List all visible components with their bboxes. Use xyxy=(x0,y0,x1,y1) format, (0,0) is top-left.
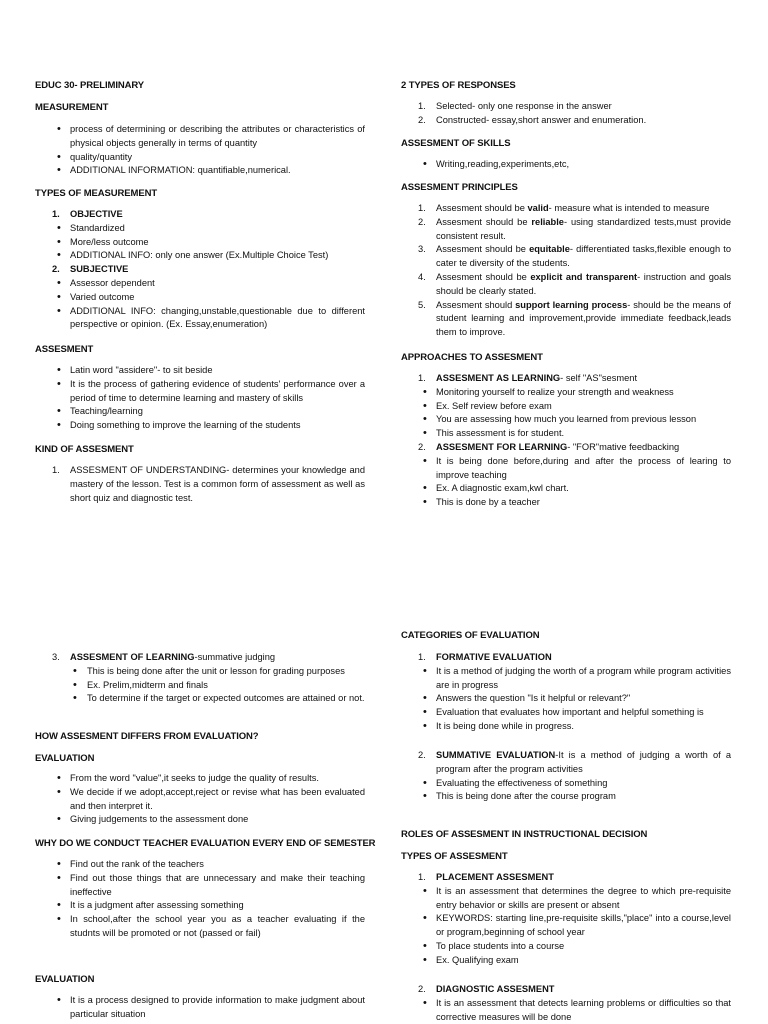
list-item: • quality/quantity xyxy=(35,151,365,165)
list-item-formative xyxy=(401,651,731,665)
list-number: 3. xyxy=(418,244,426,255)
formative-label: FORMATIVE EVALUATION xyxy=(436,652,552,662)
principle-keyword: explicit and transparent xyxy=(530,271,638,282)
principle-pre: Assesment should be xyxy=(436,216,532,227)
list-item: • Standardized xyxy=(35,222,365,236)
heading-types-of-assesment: TYPES OF ASSESMENT xyxy=(401,851,508,862)
for-learning-post: - "FOR"mative feedbacking xyxy=(567,441,680,452)
list-item-placement xyxy=(401,871,731,885)
list-item xyxy=(401,100,731,114)
heading-evaluation-2: EVALUATION xyxy=(35,974,95,985)
list-item: • Find out the rank of the teachers xyxy=(35,858,365,872)
list-item: • It is an assessment that determines the degree to which pre-requisite entry behavior or skills are present or absent xyxy=(401,885,731,913)
list-item-objective xyxy=(35,208,365,222)
list-item: • It is being done while in progress. xyxy=(401,720,731,734)
list-item xyxy=(401,243,731,271)
principle-post: - differentiated tasks,flexible enough to cater te diversity of the students. xyxy=(436,244,731,269)
list-item xyxy=(35,464,365,505)
principle-pre: Assesment should xyxy=(436,299,516,310)
list-item: • It is an assessment that detects learning problems or difficulties so that corrective measures will be done xyxy=(401,997,731,1024)
list-item-as-learning xyxy=(401,372,731,386)
list-item: • Ex. Self review before exam xyxy=(401,400,731,414)
of-learning-label: ASSESMENT OF LEARNING xyxy=(70,652,195,662)
list-number: 2. xyxy=(418,114,426,125)
list-number: 1. xyxy=(52,465,60,475)
list-item-for-learning xyxy=(401,441,731,455)
principle-pre: Assesment should be xyxy=(436,244,530,255)
list-item: • Ex. A diagnostic exam,kwl chart. xyxy=(401,482,731,496)
evaluation2-list xyxy=(35,994,365,1022)
heading-categories: CATEGORIES OF EVALUATION xyxy=(401,630,540,641)
list-number: 1. xyxy=(418,101,426,111)
heading-why-teacher-evaluation: WHY DO WE CONDUCT TEACHER EVALUATION EVERY END OF SEMESTER xyxy=(35,838,376,849)
of-learning-post: -summative judging xyxy=(194,652,276,662)
list-item: • It is a method of judging the worth of a program while program activities are in progress xyxy=(401,665,731,693)
list-item xyxy=(401,271,731,299)
heading-types-of-responses: 2 TYPES OF RESPONSES xyxy=(401,80,516,91)
heading-roles: ROLES OF ASSESMENT IN INSTRUCTIONAL DECISION xyxy=(401,829,648,840)
response-text: Constructed- essay,short answer and enumeration. xyxy=(436,114,647,125)
list-item: • Ex. Qualifying exam xyxy=(401,954,731,968)
list-item: • We decide if we adopt,accept,reject or revise what has been evaluated and then interpret it. xyxy=(35,786,365,814)
for-learning-label: ASSESMENT FOR LEARNING xyxy=(436,441,568,452)
list-item: • It is being done before,during and after the process of learing to improve teaching xyxy=(401,455,731,483)
list-item-subjective xyxy=(35,263,365,277)
list-item: • To determine if the target or expected outcomes are attained or not. xyxy=(35,692,365,706)
heading-types-of-measurement: TYPES OF MEASUREMENT xyxy=(35,188,158,199)
principle-post: - using standardized tests,must provide consistent result. xyxy=(436,216,731,241)
skills-list xyxy=(401,158,731,172)
principle-keyword: valid xyxy=(527,203,549,213)
list-item: • It is a process designed to provide information to make judgment about particular situation xyxy=(35,994,365,1022)
list-number: 2. xyxy=(418,216,426,227)
kind-list xyxy=(35,464,365,505)
list-number: 3. xyxy=(52,652,60,662)
list-item: • From the word "value",it seeks to judge the quality of results. xyxy=(35,772,365,786)
formative-list xyxy=(401,651,731,734)
list-item: • More/less outcome xyxy=(35,236,365,250)
list-item xyxy=(401,299,731,340)
list-item: • Latin word "assidere"- to sit beside xyxy=(35,364,365,378)
list-item: • This is being done after the course program xyxy=(401,790,731,804)
principle-keyword: equitable xyxy=(529,244,570,255)
list-item-summative xyxy=(401,749,731,777)
list-item: • It is a judgment after assessing something xyxy=(35,899,365,913)
list-item: • Ex. Prelim,midterm and finals xyxy=(35,679,365,693)
list-item: • This is being done after the unit or lesson for grading purposes xyxy=(35,665,365,679)
why-list xyxy=(35,858,365,941)
principle-post: - instruction and goals should be clearly stated. xyxy=(436,271,731,296)
summative-post: -It is a method of judging a worth of a program after the program activities xyxy=(436,750,732,774)
evaluation-list xyxy=(35,772,365,827)
list-item: • Assessor dependent xyxy=(35,277,365,291)
list-item: • Find out those things that are unnecessary and make their teaching ineffective xyxy=(35,872,365,900)
list-item: • To place students into a course xyxy=(401,940,731,954)
list-item: • Evaluating the effectiveness of something xyxy=(401,777,731,791)
principle-keyword: support learning process xyxy=(515,299,628,310)
list-number: 1. xyxy=(52,209,60,219)
response-text: Selected- only one response in the answer xyxy=(436,101,612,111)
principle-post: - measure what is intended to measure xyxy=(548,203,710,213)
list-number: 2. xyxy=(418,984,426,994)
responses-list xyxy=(401,100,731,128)
placement-list xyxy=(401,871,731,968)
list-item xyxy=(401,114,731,128)
principle-keyword: reliable xyxy=(531,216,564,227)
list-item: • It is the process of gathering evidence of students' performance over a period of time to determine learning and mastery of skills xyxy=(35,378,365,406)
list-item: • Answers the question "Is it helpful or relevant?" xyxy=(401,692,731,706)
heading-evaluation: EVALUATION xyxy=(35,753,95,764)
diagnostic-list xyxy=(401,983,731,1024)
list-number: 1. xyxy=(418,203,426,213)
heading-differs: HOW ASSESMENT DIFFERS FROM EVALUATION? xyxy=(35,731,259,742)
list-item: • This is done by a teacher xyxy=(401,496,731,510)
list-item xyxy=(401,202,731,216)
list-item: • ADDITIONAL INFO: only one answer (Ex.Multiple Choice Test) xyxy=(35,249,365,263)
summative-label: SUMMATIVE EVALUATION xyxy=(436,750,556,760)
kind-text: ASSESMENT OF UNDERSTANDING- determines your knowledge and mastery of the lesson. Test is a common form of assessment as well as short quiz and diagnostic test. xyxy=(70,465,365,503)
placement-label: PLACEMENT ASSESMENT xyxy=(436,872,554,882)
list-item-diagnostic xyxy=(401,983,731,997)
list-item: • Teaching/learning xyxy=(35,405,365,419)
heading-assesment: ASSESMENT xyxy=(35,344,94,355)
heading-measurement: MEASUREMENT xyxy=(35,102,109,113)
list-item: • Doing something to improve the learning of the students xyxy=(35,419,365,433)
diagnostic-label: DIAGNOSTIC ASSESMENT xyxy=(436,984,555,994)
list-number: 1. xyxy=(418,872,426,882)
types-list xyxy=(35,208,365,332)
principles-list xyxy=(401,202,731,340)
of-learning-list xyxy=(35,651,365,706)
list-number: 4. xyxy=(418,271,426,282)
list-item: • In school,after the school year you as a teacher evaluating if the studnts will be promoted or not (passed or fail) xyxy=(35,913,365,941)
assesment-list xyxy=(35,364,365,433)
list-item: • This assessment is for student. xyxy=(401,427,731,441)
principle-pre: Assesment should be xyxy=(436,271,531,282)
approaches-list xyxy=(401,372,731,510)
as-learning-post: - self "AS"sesment xyxy=(560,373,638,383)
list-item: • Varied outcome xyxy=(35,291,365,305)
list-number: 1. xyxy=(418,373,426,383)
as-learning-label: ASSESMENT AS LEARNING xyxy=(436,373,561,383)
list-item: • KEYWORDS: starting line,pre-requisite skills,"place" into a course,level or program,beginning of school year xyxy=(401,912,731,940)
list-item-of-learning xyxy=(35,651,365,665)
subjective-label: SUBJECTIVE xyxy=(70,264,129,275)
list-item: • Monitoring yourself to realize your strength and weakness xyxy=(401,386,731,400)
objective-label: OBJECTIVE xyxy=(70,209,123,219)
heading-assesment-of-skills: ASSESMENT OF SKILLS xyxy=(401,138,511,149)
course-title: EDUC 30- PRELIMINARY xyxy=(35,80,145,91)
list-item: • ADDITIONAL INFORMATION: quantifiable,numerical. xyxy=(35,164,365,178)
list-number: 5. xyxy=(418,299,426,310)
heading-approaches: APPROACHES TO ASSESMENT xyxy=(401,352,543,363)
principle-pre: Assesment should be xyxy=(436,203,528,213)
list-item: • process of determining or describing the attributes or characteristics of physical objects generally in terms of quantity xyxy=(35,123,365,151)
list-item: • Writing,reading,experiments,etc, xyxy=(401,158,731,172)
list-item: • You are assessing how much you learned from previous lesson xyxy=(401,413,731,427)
summative-list xyxy=(401,749,731,804)
list-number: 2. xyxy=(52,264,60,275)
principle-post: - should be the means of student learning and improvement,provide immediate feedback,leads them to improve. xyxy=(436,299,731,338)
list-item xyxy=(401,216,731,244)
list-item: • ADDITIONAL INFO: changing,unstable,questionable due to different perspective or opinion. (Ex. Essay,enumeration) xyxy=(35,305,365,333)
heading-assesment-principles: ASSESMENT PRINCIPLES xyxy=(401,182,518,193)
heading-kind-of-assesment: KIND OF ASSESMENT xyxy=(35,444,134,455)
list-number: 2. xyxy=(418,750,426,760)
list-item: • Evaluation that evaluates how important and helpful something is xyxy=(401,706,731,720)
list-number: 2. xyxy=(418,441,426,452)
list-number: 1. xyxy=(418,652,426,662)
measurement-list xyxy=(35,123,365,178)
list-item: • Giving judgements to the assessment done xyxy=(35,813,365,827)
